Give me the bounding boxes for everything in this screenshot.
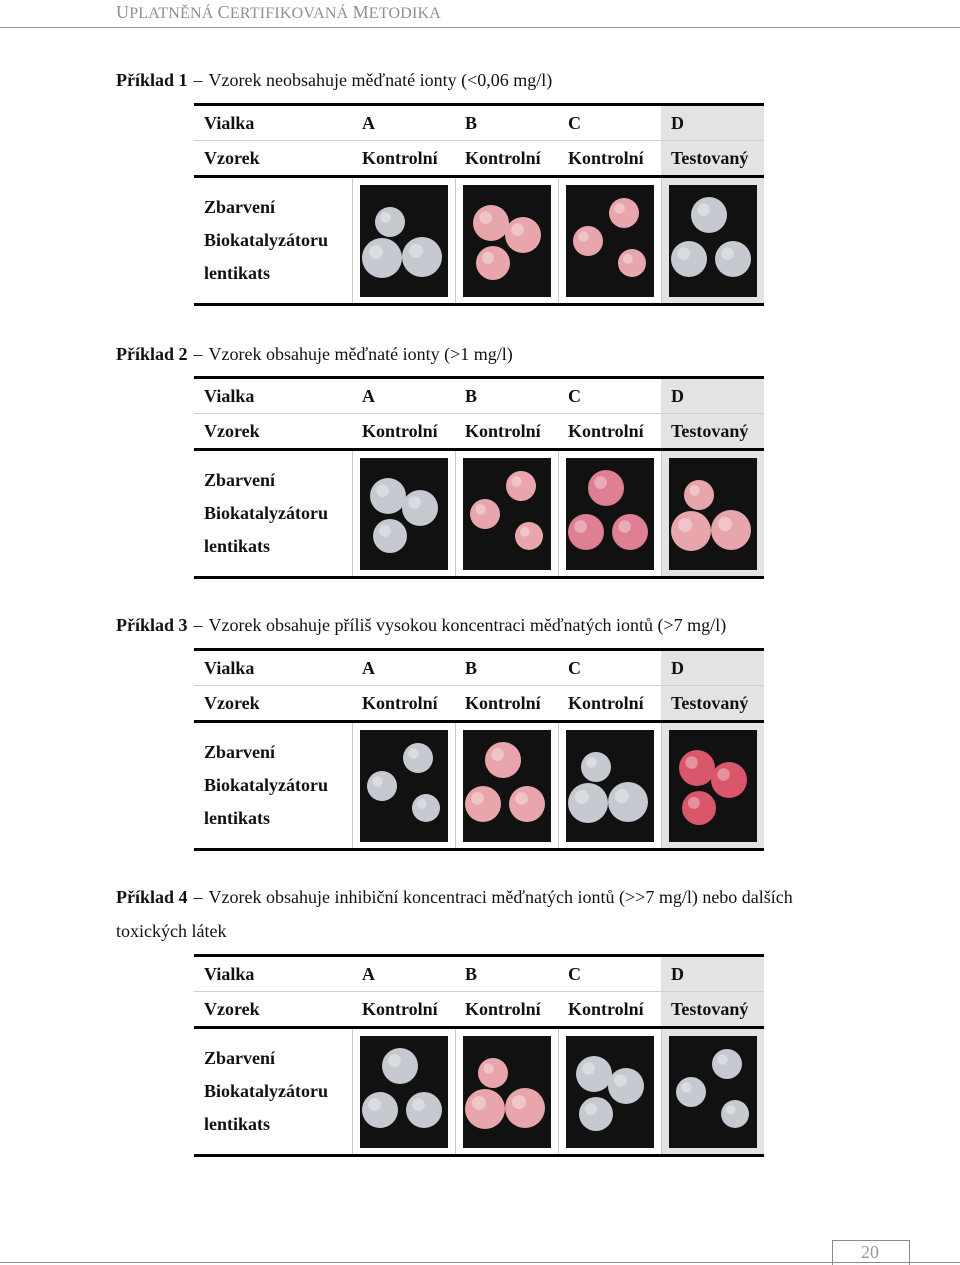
vial-row bbox=[194, 956, 764, 992]
bead bbox=[406, 1092, 442, 1128]
bead bbox=[609, 198, 639, 228]
row-label-color bbox=[194, 450, 352, 578]
bead bbox=[618, 249, 646, 277]
sample-b: Kontrolní bbox=[455, 992, 558, 1028]
running-header bbox=[116, 2, 441, 23]
example-1-title: Příklad 1 – Vzorek neobsahuje měďnaté ionty (<0,06 mg/l) bbox=[116, 70, 553, 90]
vial-b: B bbox=[455, 650, 558, 686]
bead-photo bbox=[566, 730, 654, 842]
vial-d: D bbox=[661, 105, 764, 141]
sample-row bbox=[194, 992, 764, 1028]
bead bbox=[671, 511, 711, 551]
bead bbox=[362, 238, 402, 278]
vial-d: D bbox=[661, 956, 764, 992]
bead-highlight bbox=[614, 1074, 627, 1087]
vial-row bbox=[194, 378, 764, 414]
example-label: Příklad 4 bbox=[116, 887, 188, 907]
row-label-color bbox=[194, 722, 352, 850]
bead bbox=[712, 1049, 742, 1079]
bead-highlight bbox=[582, 1062, 595, 1075]
bead bbox=[684, 480, 714, 510]
vial-a: A bbox=[352, 378, 455, 414]
result-table-1 bbox=[194, 103, 764, 306]
sample-row bbox=[194, 686, 764, 722]
sample-a: Kontrolní bbox=[352, 686, 455, 722]
result-table-2 bbox=[194, 376, 764, 579]
sample-row bbox=[194, 141, 764, 177]
bead-photo bbox=[566, 458, 654, 570]
color-label-line: Zbarvení bbox=[204, 197, 276, 217]
sample-row bbox=[194, 414, 764, 450]
bead bbox=[505, 217, 541, 253]
sample-d: Testovaný bbox=[661, 992, 764, 1028]
sample-d: Testovaný bbox=[661, 141, 764, 177]
bead-photo bbox=[566, 1036, 654, 1148]
vial-c: C bbox=[558, 650, 661, 686]
vial-d: D bbox=[661, 378, 764, 414]
bead-highlight bbox=[412, 1098, 425, 1111]
bead bbox=[478, 1058, 508, 1088]
vial-d: D bbox=[661, 650, 764, 686]
bead bbox=[367, 771, 397, 801]
header-title: UPLATNĚNÁ CERTIFIKOVANÁ METODIKA bbox=[116, 2, 442, 22]
row-label-sample: Vzorek bbox=[194, 141, 352, 177]
bead-highlight bbox=[409, 244, 423, 258]
bead-photo bbox=[669, 1036, 757, 1148]
bead-highlight bbox=[622, 253, 632, 263]
bead-highlight bbox=[515, 792, 528, 805]
sample-a: Kontrolní bbox=[352, 141, 455, 177]
bead bbox=[588, 470, 624, 506]
bead-highlight bbox=[388, 1054, 401, 1067]
sample-a: Kontrolní bbox=[352, 414, 455, 450]
color-label-line: Biokatalyzátoru bbox=[204, 775, 328, 795]
bead bbox=[506, 471, 536, 501]
bead bbox=[465, 786, 501, 822]
bead bbox=[568, 514, 604, 550]
bead-highlight bbox=[575, 790, 589, 804]
row-label-vial: Vialka bbox=[194, 956, 352, 992]
vial-c: C bbox=[558, 105, 661, 141]
bead-highlight bbox=[721, 247, 734, 260]
row-label-vial: Vialka bbox=[194, 378, 352, 414]
bead-highlight bbox=[677, 247, 690, 260]
bead bbox=[470, 499, 500, 529]
bead-photo bbox=[360, 730, 448, 842]
bead bbox=[403, 743, 433, 773]
sample-c: Kontrolní bbox=[558, 414, 661, 450]
sample-b: Kontrolní bbox=[455, 141, 558, 177]
bead-photo bbox=[566, 185, 654, 297]
sample-b: Kontrolní bbox=[455, 414, 558, 450]
sample-c: Kontrolní bbox=[558, 686, 661, 722]
bead-highlight bbox=[685, 756, 698, 769]
photo-row bbox=[194, 1028, 764, 1156]
bead bbox=[715, 241, 751, 277]
bead bbox=[402, 237, 442, 277]
bead bbox=[476, 246, 510, 280]
color-label-line: Biokatalyzátoru bbox=[204, 230, 328, 250]
row-label-vial: Vialka bbox=[194, 650, 352, 686]
bead bbox=[612, 514, 648, 550]
bead-photo bbox=[669, 730, 757, 842]
bead bbox=[691, 197, 727, 233]
example-label: Příklad 3 bbox=[116, 615, 188, 635]
bead-highlight bbox=[697, 203, 710, 216]
bead bbox=[579, 1097, 613, 1131]
bead-photo bbox=[669, 458, 757, 570]
vial-a: A bbox=[352, 105, 455, 141]
bead-photo bbox=[360, 185, 448, 297]
bead-highlight bbox=[618, 520, 631, 533]
example-4-title: Příklad 4 – Vzorek obsahuje inhibiční koncentraci měďnatých iontů (>>7 mg/l) nebo dalších toxických látek bbox=[116, 887, 793, 941]
bead-highlight bbox=[491, 748, 504, 761]
bead-highlight bbox=[471, 792, 484, 805]
bead bbox=[608, 1068, 644, 1104]
sample-c: Kontrolní bbox=[558, 141, 661, 177]
color-label-line: Zbarvení bbox=[204, 470, 276, 490]
bead bbox=[581, 752, 611, 782]
bead bbox=[373, 519, 407, 553]
example-2-title: Příklad 2 – Vzorek obsahuje měďnaté ionty (>1 mg/l) bbox=[116, 344, 513, 364]
example-label: Příklad 2 bbox=[116, 344, 188, 364]
bead-highlight bbox=[594, 476, 607, 489]
bead bbox=[412, 794, 440, 822]
bead-highlight bbox=[408, 748, 419, 759]
sample-b: Kontrolní bbox=[455, 686, 558, 722]
bead-highlight bbox=[578, 231, 589, 242]
vial-row bbox=[194, 650, 764, 686]
bead bbox=[509, 786, 545, 822]
color-label-line: lentikats bbox=[204, 263, 271, 283]
bead-highlight bbox=[481, 251, 493, 263]
bead bbox=[671, 241, 707, 277]
bead bbox=[676, 1077, 706, 1107]
bead-highlight bbox=[717, 768, 730, 781]
row-label-vial: Vialka bbox=[194, 105, 352, 141]
bead bbox=[402, 490, 438, 526]
vial-row bbox=[194, 105, 764, 141]
color-label-line: Biokatalyzátoru bbox=[204, 1081, 328, 1101]
bead-highlight bbox=[584, 1102, 596, 1114]
photo-row bbox=[194, 722, 764, 850]
bead-highlight bbox=[717, 1054, 728, 1065]
row-label-sample: Vzorek bbox=[194, 686, 352, 722]
bead bbox=[515, 522, 543, 550]
example-text: Vzorek neobsahuje měďnaté ionty (<0,06 mg/l) bbox=[208, 70, 553, 90]
bead bbox=[679, 750, 715, 786]
bead bbox=[382, 1048, 418, 1084]
bead-photo bbox=[463, 730, 551, 842]
sample-c: Kontrolní bbox=[558, 992, 661, 1028]
example-text: Vzorek obsahuje měďnaté ionty (>1 mg/l) bbox=[208, 344, 513, 364]
example-3-title: Příklad 3 – Vzorek obsahuje příliš vysokou koncentraci měďnatých iontů (>7 mg/l) bbox=[116, 615, 727, 635]
color-label-line: Biokatalyzátoru bbox=[204, 503, 328, 523]
bead-highlight bbox=[376, 484, 389, 497]
bead-highlight bbox=[681, 1082, 692, 1093]
result-table-4 bbox=[194, 954, 764, 1157]
bead bbox=[711, 510, 751, 550]
bead bbox=[473, 205, 509, 241]
bead-photo bbox=[360, 1036, 448, 1148]
bead-highlight bbox=[614, 203, 625, 214]
bead bbox=[485, 742, 521, 778]
bead bbox=[362, 1092, 398, 1128]
page-number: 20 bbox=[861, 1242, 879, 1262]
example-label: Příklad 1 bbox=[116, 70, 188, 90]
bead bbox=[370, 478, 406, 514]
bead-photo bbox=[669, 185, 757, 297]
bead-highlight bbox=[479, 211, 492, 224]
bead-highlight bbox=[726, 1104, 736, 1114]
bead-highlight bbox=[380, 212, 391, 223]
vial-b: B bbox=[455, 105, 558, 141]
color-label-line: Zbarvení bbox=[204, 742, 276, 762]
bead-highlight bbox=[574, 520, 587, 533]
color-label-line: lentikats bbox=[204, 808, 271, 828]
example-text: Vzorek obsahuje inhibiční koncentraci měďnatých iontů (>>7 mg/l) nebo dalších toxických látek bbox=[116, 887, 793, 941]
bead-highlight bbox=[615, 789, 629, 803]
bead-highlight bbox=[586, 757, 597, 768]
photo-row bbox=[194, 450, 764, 578]
bead-photo bbox=[463, 1036, 551, 1148]
sample-a: Kontrolní bbox=[352, 992, 455, 1028]
bead-photo bbox=[360, 458, 448, 570]
row-label-sample: Vzorek bbox=[194, 414, 352, 450]
bead-highlight bbox=[369, 245, 383, 259]
bead-highlight bbox=[416, 798, 426, 808]
vial-b: B bbox=[455, 378, 558, 414]
bead bbox=[465, 1089, 505, 1129]
bead bbox=[711, 762, 747, 798]
bead-highlight bbox=[378, 524, 390, 536]
bead bbox=[682, 791, 716, 825]
bead-photo bbox=[463, 458, 551, 570]
bead bbox=[608, 782, 648, 822]
bead-highlight bbox=[689, 485, 700, 496]
example-text: Vzorek obsahuje příliš vysokou koncentraci měďnatých iontů (>7 mg/l) bbox=[208, 615, 727, 635]
vial-c: C bbox=[558, 956, 661, 992]
bead-highlight bbox=[678, 518, 692, 532]
header-rule bbox=[0, 27, 960, 28]
row-label-color bbox=[194, 177, 352, 305]
bead bbox=[576, 1056, 612, 1092]
result-table-3 bbox=[194, 648, 764, 851]
bead bbox=[573, 226, 603, 256]
bead-highlight bbox=[519, 526, 529, 536]
sample-d: Testovaný bbox=[661, 686, 764, 722]
photo-row bbox=[194, 177, 764, 305]
bead-highlight bbox=[483, 1063, 494, 1074]
bead bbox=[375, 207, 405, 237]
bead-photo bbox=[463, 185, 551, 297]
vial-a: A bbox=[352, 956, 455, 992]
bead bbox=[568, 783, 608, 823]
color-label-line: lentikats bbox=[204, 1114, 271, 1134]
color-label-line: Zbarvení bbox=[204, 1048, 276, 1068]
bead-highlight bbox=[512, 1095, 526, 1109]
color-label-line: lentikats bbox=[204, 536, 271, 556]
row-label-color bbox=[194, 1028, 352, 1156]
bead bbox=[721, 1100, 749, 1128]
bead-highlight bbox=[475, 504, 486, 515]
bead-highlight bbox=[511, 476, 522, 487]
bead-highlight bbox=[368, 1098, 381, 1111]
bead-highlight bbox=[688, 796, 700, 808]
bead-highlight bbox=[408, 496, 421, 509]
sample-d: Testovaný bbox=[661, 414, 764, 450]
bead-highlight bbox=[372, 776, 383, 787]
bead-highlight bbox=[472, 1096, 486, 1110]
bead-highlight bbox=[718, 517, 732, 531]
vial-c: C bbox=[558, 378, 661, 414]
bead bbox=[505, 1088, 545, 1128]
vial-a: A bbox=[352, 650, 455, 686]
bead-highlight bbox=[511, 223, 524, 236]
row-label-sample: Vzorek bbox=[194, 992, 352, 1028]
vial-b: B bbox=[455, 956, 558, 992]
